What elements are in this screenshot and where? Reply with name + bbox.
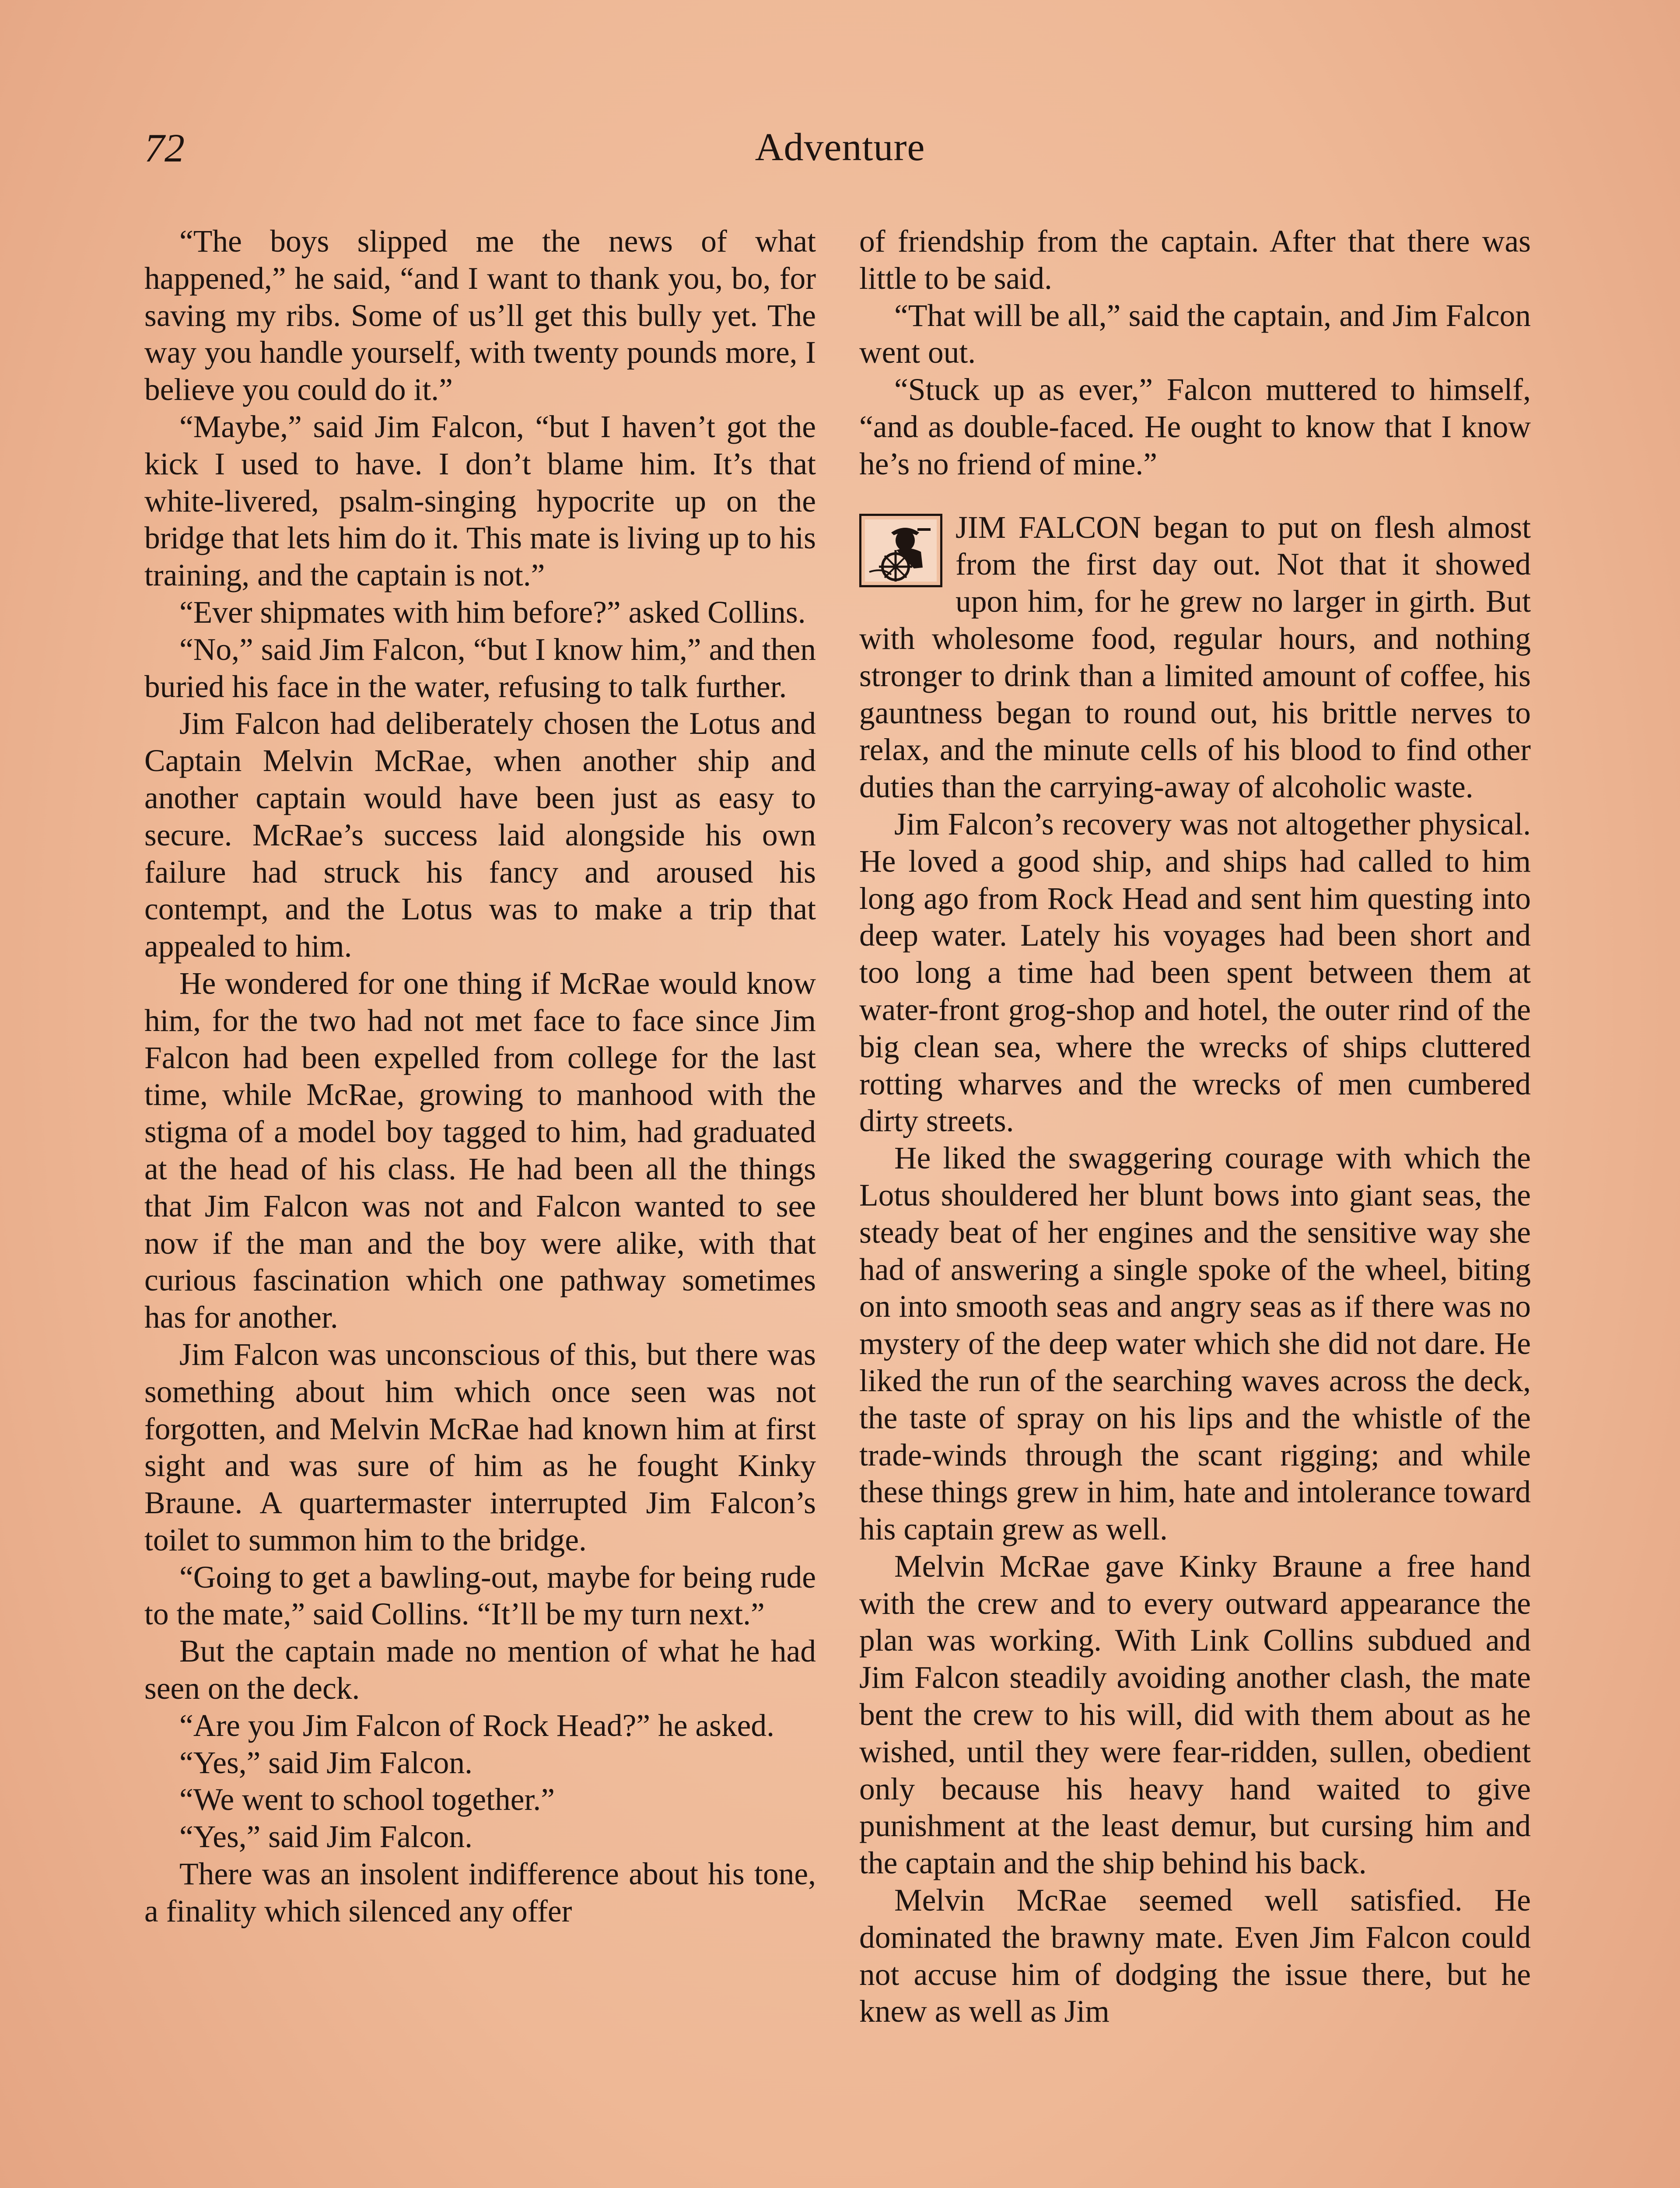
paragraph: Jim Falcon had deliberately chosen the Lotus and Captain Melvin McRae, when another ship and another captain would have been just as easy to secure. McRae’s success laid alongside his own failure had struck his fancy and aroused his contempt, and the Lotus was to make a trip that appealed to him. xyxy=(144,706,816,964)
paragraph: “Ever shipmates with him before?” asked Collins. xyxy=(179,595,806,630)
page-number: 72 xyxy=(144,126,185,170)
paragraph: Melvin McRae gave Kinky Braune a free hand with the crew and to every outward appearance the plan was working. With Link Collins subdued and Jim Falcon steadily avoiding another clash, the mate bent the crew to his will, did with them about as he wished, until they were fear-ridden, sullen, obedient only because his heavy hand waited to give punishment at the least demur, but cursing him and the captain and the ship behind his back. xyxy=(859,1549,1531,1881)
paragraph: But the captain made no mention of what he had seen on the deck. xyxy=(144,1634,816,1706)
section-opening-words: JIM FALCON xyxy=(956,510,1141,545)
paragraph: There was an insolent indifference about his tone, a finality which silenced any offer xyxy=(144,1857,816,1929)
running-title: Adventure xyxy=(755,126,925,169)
section-opening-paragraph xyxy=(859,509,1531,806)
paragraph: “Maybe,” said Jim Falcon, “but I haven’t got the kick I used to have. I don’t blame him. It’s that white-livered, psalm-singing hypocrite up on the bridge that lets him do it. This mate is living up to his training, and the captain is not.” xyxy=(144,409,816,593)
paragraph-continuation: of friendship from the captain. After that there was little to be said. xyxy=(859,224,1531,296)
paragraph: Melvin McRae seemed well satisfied. He dominated the brawny mate. Even Jim Falcon could not accuse him of dodging the issue there, but he knew as well as Jim xyxy=(859,1883,1531,2029)
paragraph: “Are you Jim Falcon of Rock Head?” he asked. xyxy=(179,1708,775,1743)
paragraph: “Stuck up as ever,” Falcon muttered to himself, “and as double-faced. He ought to know that I know he’s no friend of mine.” xyxy=(859,372,1531,481)
paragraph: “Going to get a bawling-out, maybe for being rude to the mate,” said Collins. “It’ll be my turn next.” xyxy=(144,1560,816,1632)
paragraph: “The boys slipped me the news of what happened,” he said, “and I want to thank you, bo, for saving my ribs. Some of us’ll get this bully yet. The way you handle yourself, with twenty pounds more, I believe you could do it.” xyxy=(144,224,816,407)
paragraph: Jim Falcon’s recovery was not altogether physical. He loved a good ship, and ships had called to him long ago from Rock Head and sent him questing into deep water. Lately his voyages had been short and too long a time had been spent between them at water-front grog-shop and hotel, the outer rind of the big clean sea, where the wrecks of ships cluttered rotting wharves and the wrecks of men cumbered dirty streets. xyxy=(859,806,1531,1139)
paragraph: Jim Falcon was unconscious of this, but there was something about him which once seen was not forgotten, and Melvin McRae had known him at first sight and was sure of him as he fought Kinky Braune. A quartermaster interrupted Jim Falcon’s toilet to summon him to the bridge. xyxy=(144,1337,816,1557)
paragraph: He liked the swaggering courage with which the Lotus shouldered her blunt bows into giant seas, the steady beat of her engines and the sensitive way she had of answering a single spoke of the wheel, biting on into smooth seas and angry seas as if there was no mystery of the deep water which she did not dare. He liked the run of the searching waves across the deck, the taste of spray on his lips and the whistle of the trade-winds through the scant rigging; and while these things grew in him, hate and intolerance toward his captain grew as well. xyxy=(859,1141,1531,1547)
right-column xyxy=(859,223,1531,2188)
paragraph: “No,” said Jim Falcon, “but I know him,” and then buried his face in the water, refusing to talk further. xyxy=(144,632,816,704)
paragraph: “We went to school together.” xyxy=(179,1782,555,1817)
left-column xyxy=(144,223,816,2188)
section-opening-text: began to put on flesh almost from the first day out. Not that it showed upon him, for he grew no larger in girth. But with wholesome food, regular hours, and nothing stronger to drink than a limited amount of coffee, his gauntness began to round out, his brittle nerves to relax, and the minute cells of his blood to find other duties than the carrying-away of alcoholic waste. xyxy=(859,510,1531,805)
sailor-at-wheel-vignette xyxy=(859,514,942,587)
paragraph: “That will be all,” said the captain, and Jim Falcon went out. xyxy=(859,298,1531,370)
paragraph: “Yes,” said Jim Falcon. xyxy=(179,1745,472,1780)
paragraph: “Yes,” said Jim Falcon. xyxy=(179,1820,472,1855)
paragraph: He wondered for one thing if McRae would know him, for the two had not met face to face since Jim Falcon had been expelled from college for the last time, while McRae, growing to manhood with the stigma of a model boy tagged to him, had graduated at the head of his class. He had been all the things that Jim Falcon was not and Falcon wanted to see now if the man and the boy were alike, with that curious fascination which one pathway sometimes has for another. xyxy=(144,966,816,1335)
page-header xyxy=(144,125,1536,182)
